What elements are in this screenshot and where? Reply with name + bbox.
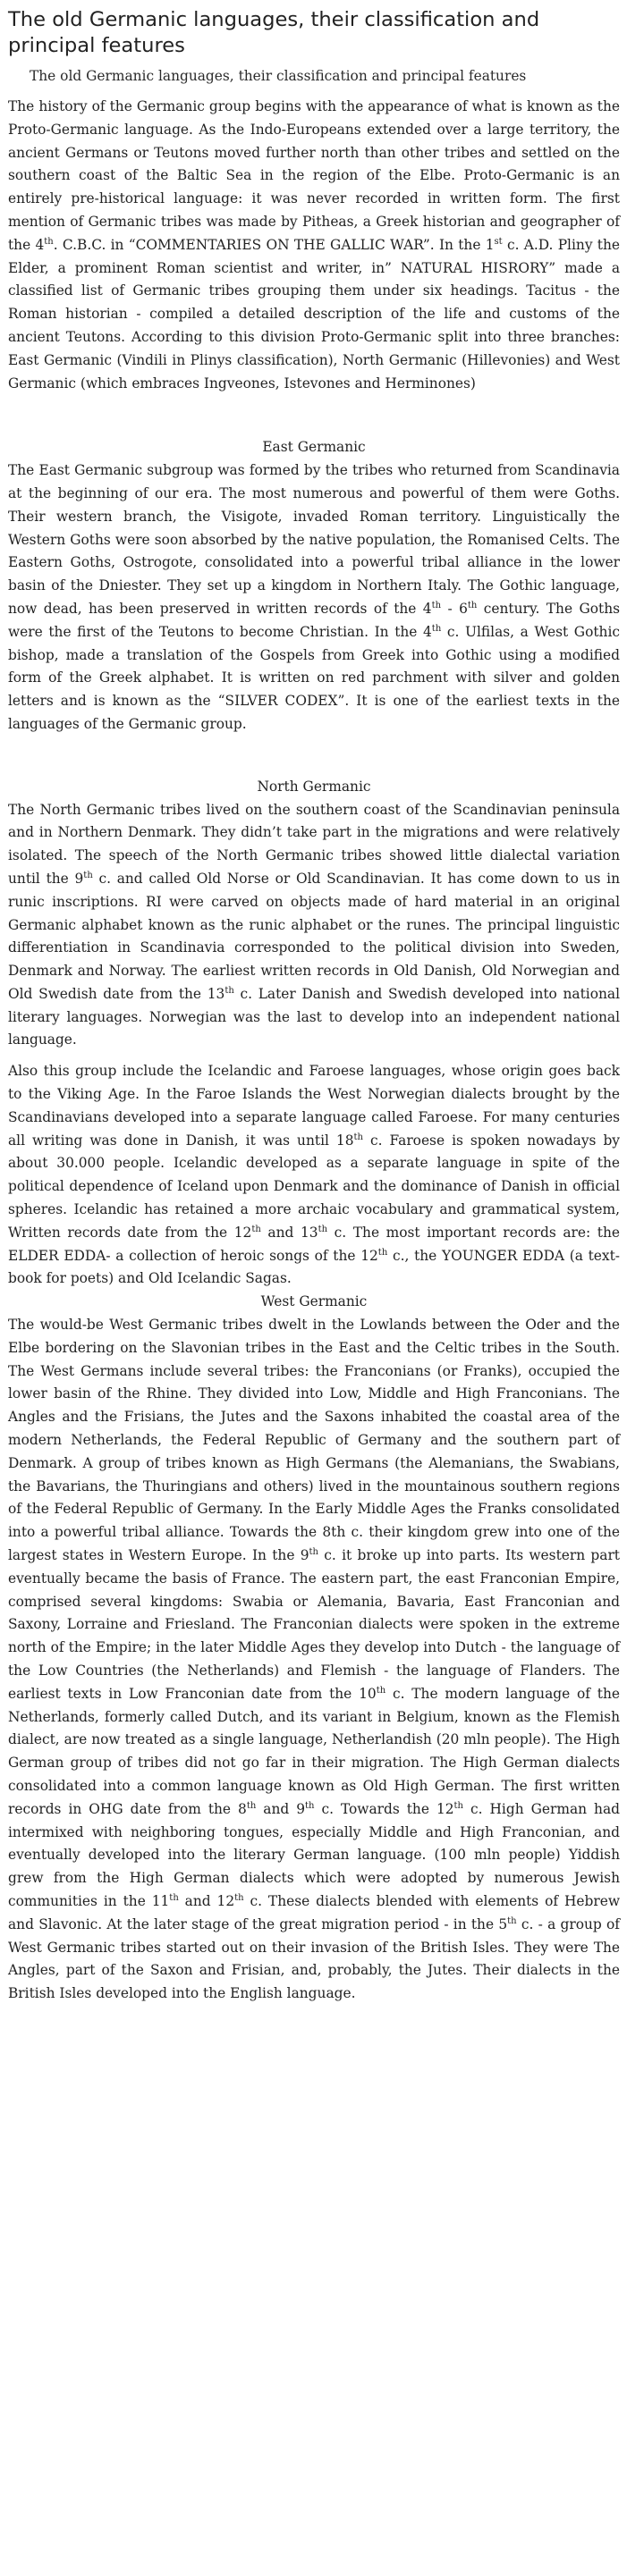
- text-run: c. Later Danish and Swedish developed into national literary languages. Norwegian was the last to develop into an independent national language.: [8, 985, 620, 1048]
- ordinal-suffix: th: [44, 236, 54, 247]
- ordinal-suffix: th: [507, 1915, 517, 1926]
- ordinal-suffix: th: [431, 623, 442, 634]
- text-run: c. A.D. Pliny the Elder, a prominent Roman scientist and writer, in” NATURAL HISRORY” made a classified list of Germanic tribes grouping them under six headings. Tacitus - the Roman historian - compiled a detailed description of the life and customs of the ancient Teutons. According to this division Proto-Germanic split into three branches: East Germanic (Vindili in Plinys classification), North Germanic (Hillevonies) and West Germanic (which embraces Ingveones, Istevones and Herminones): [8, 236, 620, 391]
- text-run: and 13: [260, 1224, 318, 1241]
- ordinal-suffix: th: [353, 1132, 363, 1142]
- ordinal-suffix: th: [246, 1800, 257, 1811]
- article-subtitle: The old Germanic languages, their classification and principal features: [30, 68, 527, 84]
- east-germanic-paragraph: [8, 459, 620, 737]
- west-germanic-paragraph: [8, 1314, 620, 2006]
- ordinal-suffix: th: [225, 985, 234, 996]
- text-run: c., the YOUNGER EDDA (a text-book for poets) and Old Icelandic Sagas.: [8, 1247, 620, 1287]
- article-body: [8, 66, 620, 2006]
- text-run: c. Ulfilas, a West Gothic bishop, made a translation of the Gospels from Greek into Gothic using a modified form of the Greek alphabet. It is written on red parchment with silver and golden letters and is known as the “SILVER CODEX”. It is one of the earliest texts in the languages of the Germanic group.: [8, 623, 620, 732]
- text-run: The East Germanic subgroup was formed by the tribes who returned from Scandinavia at the beginning of our era. The most numerous and powerful of them were Goths. Their western branch, the Visigote, invaded Roman territory. Linguistically the Western Goths were soon absorbed by the native population, the Romanised Celts. The Eastern Goths, Ostrogote, consolidated into a powerful tribal alliance in the lower basin of the Dniester. They set up a kingdom in Northern Italy. The Gothic language, now dead, has been preserved in written records of the 4: [8, 462, 620, 617]
- text-run: The history of the Germanic group begins with the appearance of what is known as the Proto-Germanic language. As the Indo-Europeans extended over a large territory, the ancient Germans or Teutons moved further north than other tribes and settled on the southern coast of the Baltic Sea in the region of the Elbe. Proto-Germanic is an entirely pre-historical language: it was never recorded in written form. The first mention of Germanic tribes was made by Pitheas, a Greek historian and geographer of the 4: [8, 98, 620, 253]
- text-run: c. it broke up into parts. Its western part eventually became the basis of France. The eastern part, the east Franconian Empire, comprised several kingdoms: Swabia or Alemania, Bavaria, East Franconian and Saxony, Lorraine and Friesland. The Franconian dialects were spoken in the extreme north of the Empire; in the later Middle Ages they develop into Dutch - the language of the Low Countries (the Netherlands) and Flemish - the language of Flanders. The earliest texts in Low Franconian date from the 10: [8, 1547, 620, 1702]
- text-run: Also this group include the Icelandic and Faroese languages, whose origin goes back to the Viking Age. In the Faroe Islands the West Norwegian dialects brought by the Scandinavians developed into a separate language called Faroese. For many centuries all writing was done in Danish, it was until 18: [8, 1063, 620, 1149]
- north-germanic-paragraph-2: [8, 1060, 620, 1291]
- text-run: c. These dialects blended with elements of Hebrew and Slavonic. At the later stage of the great migration period - in the 5: [8, 1892, 621, 1932]
- ordinal-suffix: th: [234, 1892, 244, 1903]
- ordinal-suffix: th: [305, 1800, 315, 1811]
- text-run: The would-be West Germanic tribes dwelt in the Lowlands between the Oder and the Elbe bordering on the Slavonian tribes in the East and the Celtic tribes in the South. The West Germans include several tribes: the Franconians (or Franks), occupied the lower basin of the Rhine. They divided into Low, Middle and High Franconians. The Angles and the Frisians, the Jutes and the Saxons inhabited the coastal area of the modern Netherlands, the Federal Republic of Germany and the southern part of Denmark. A group of tribes known as High Germans (the Alemanians, the Swabians, the Bavarians, the Thuringians and others) lived in the mountainous southern regions of the Federal Republic of Germany. In the Early Middle Ages the Franks consolidated into a powerful tribal alliance. Towards the 8th c. their kingdom grew into one of the largest states in Western Europe. In the 9: [8, 1317, 620, 1564]
- text-run: century. The Goths were the first of the Teutons to become Christian. In the 4: [8, 600, 621, 640]
- text-run: The North Germanic tribes lived on the southern coast of the Scandinavian peninsula and in Northern Denmark. They didn’t take part in the migrations and were relatively isolated. The speech of the North Germanic tribes showed little dialectal variation until the 9: [8, 801, 620, 887]
- ordinal-suffix: st: [494, 236, 503, 247]
- page-title: The old Germanic languages, their classification and principal features: [8, 8, 540, 57]
- north-germanic-paragraph-1: [8, 799, 620, 1053]
- ordinal-suffix: th: [309, 1546, 318, 1557]
- section-heading-north-germanic: North Germanic: [257, 778, 371, 795]
- ordinal-suffix: th: [376, 1685, 386, 1696]
- ordinal-suffix: th: [453, 1800, 463, 1811]
- section-heading-east-germanic: East Germanic: [262, 439, 366, 456]
- intro-paragraph: [8, 96, 620, 395]
- ordinal-suffix: th: [377, 1247, 388, 1258]
- ordinal-suffix: th: [467, 600, 478, 610]
- ordinal-suffix: th: [251, 1224, 261, 1234]
- text-run: - 6: [441, 600, 468, 617]
- text-run: c. Faroese is spoken nowadays by about 30.000 people. Icelandic developed as a separate language in spite of the political dependence of Iceland upon Denmark and the dominance of Danish in official spheres. Icelandic has retained a more archaic vocabulary and grammatical system, Written records date from the 12: [8, 1132, 620, 1241]
- text-run: and 12: [178, 1892, 235, 1909]
- text-run: c. The most important records are: the ELDER EDDA- a collection of heroic songs of the 12: [8, 1224, 620, 1264]
- section-heading-west-germanic: West Germanic: [260, 1293, 368, 1310]
- text-run: . C.B.C. in “COMMENTARIES ON THE GALLIC WAR”. In the 1: [53, 236, 495, 253]
- text-run: c. - a group of West Germanic tribes started out on their invasion of the British Isles. They were The Angles, part of the Saxon and Frisian, and, probably, the Jutes. Their dialects in the British Isles developed into the English language.: [8, 1915, 620, 2002]
- ordinal-suffix: th: [169, 1892, 179, 1903]
- ordinal-suffix: th: [83, 870, 93, 880]
- text-run: c. The modern language of the Netherlands, formerly called Dutch, and its variant in Belgium, known as the Flemish dialect, are now treated as a single language, Netherlandish (20 mln people). The High German group of tribes did not go far in their migration. The High German dialects consolidated into a common language known as Old High German. The first written records in OHG date from the 8: [8, 1685, 620, 1817]
- text-run: c. Towards the 12: [314, 1800, 454, 1817]
- ordinal-suffix: th: [318, 1224, 328, 1234]
- text-run: and 9: [256, 1800, 305, 1817]
- ordinal-suffix: th: [431, 600, 442, 610]
- text-run: c. High German had intermixed with neighboring tongues, especially Middle and High Franconian, and eventually developed into the literary German language. (100 mln people) Yiddish grew from the High German dialects which were adopted by numerous Jewish communities in the 11: [8, 1800, 620, 1909]
- text-run: c. and called Old Norse or Old Scandinavian. It has come down to us in runic inscriptions. RI were carved on objects made of hard material in an original Germanic alphabet known as the runic alphabet or the runes. The principal linguistic differentiation in Scandinavia corresponded to the political division into Sweden, Denmark and Norway. The earliest written records in Old Danish, Old Norwegian and Old Swedish date from the 13: [8, 870, 620, 1002]
